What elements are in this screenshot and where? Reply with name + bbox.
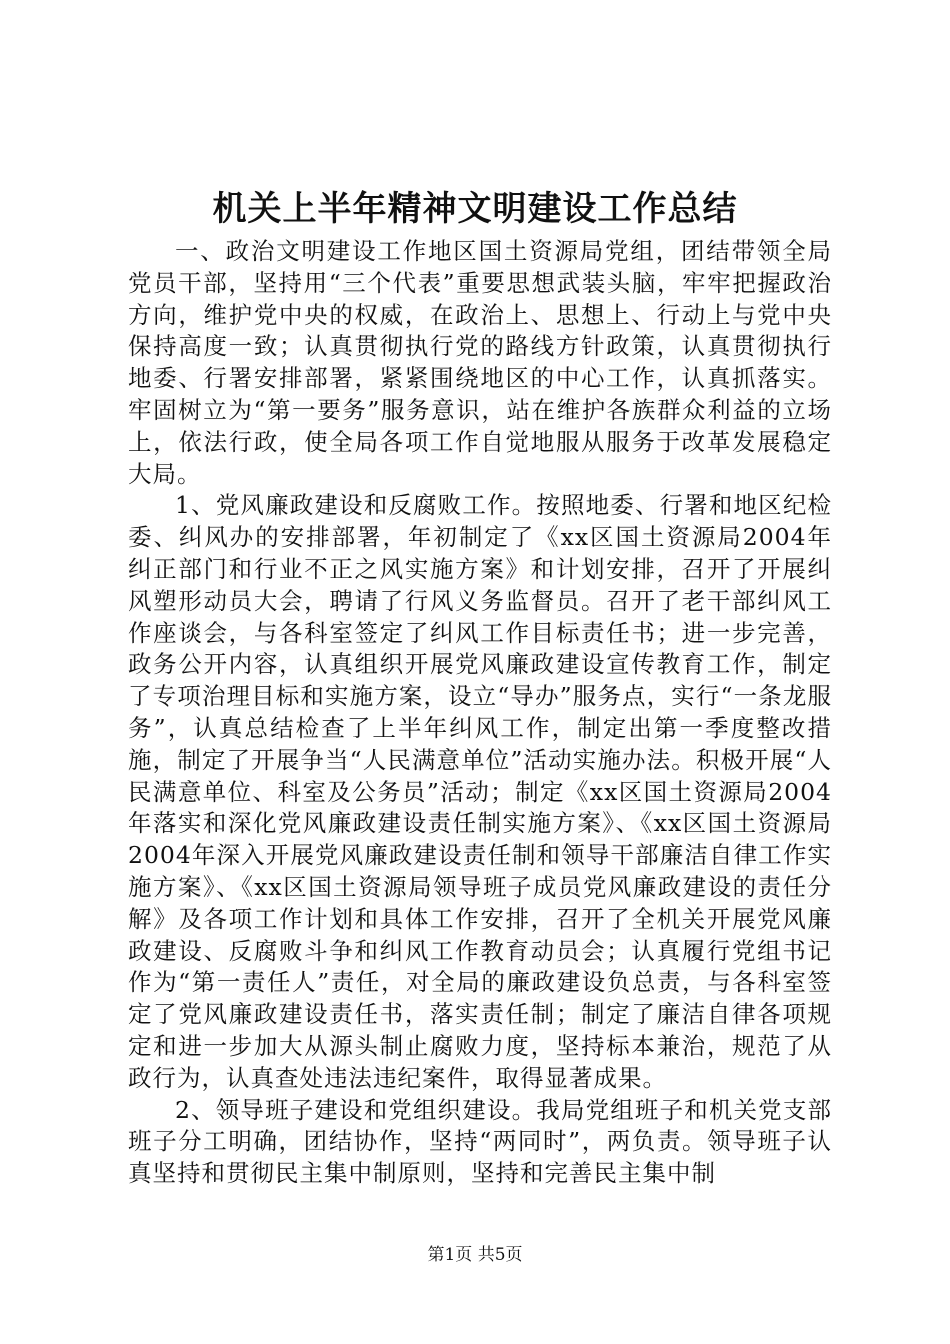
paragraph-leadership-building: 2、领导班子建设和党组织建设。我局党组班子和机关党支部班子分工明确，团结协作，坚持“两同时”，两负责。领导班子认真坚持和贯彻民主集中制原则，坚持和完善民主集中制 bbox=[128, 1095, 832, 1188]
document-title: 机关上半年精神文明建设工作总结 bbox=[212, 189, 738, 229]
document-body bbox=[128, 236, 832, 1190]
paragraph-political-civilization: 一、政治文明建设工作地区国土资源局党组，团结带领全局党员干部，坚持用“三个代表”重要思想武装头脑，牢牢把握政治方向，维护党中央的权威，在政治上、思想上、行动上与党中央保持高度一致；认真贯彻执行党的路线方针政策，认真贯彻执行地委、行署安排部署，紧紧围绕地区的中心工作，认真抓落实。牢固树立为“第一要务”服务意识，站在维护各族群众利益的立场上，依法行政，使全局各项工作自觉地服从服务于改革发展稳定大局。 bbox=[128, 237, 832, 488]
page-number-footer: 第1页 共5页 bbox=[427, 1245, 523, 1265]
paragraph-anti-corruption: 1、党风廉政建设和反腐败工作。按照地委、行署和地区纪检委、纠风办的安排部署，年初制定了《xx区国土资源局2004年纠正部门和行业不正之风实施方案》和计划安排，召开了开展纠风塑形动员大会，聘请了行风义务监督员。召开了老干部纠风工作座谈会，与各科室签定了纠风工作目标责任书；进一步完善，政务公开内容，认真组织开展党风廉政建设宣传教育工作，制定了专项治理目标和实施方案，设立“导办”服务点，实行“一条龙服务”，认真总结检查了上半年纠风工作，制定出第一季度整改措施，制定了开展争当“人民满意单位”活动实施办法。积极开展“人民满意单位、科室及公务员”活动；制定《xx区国土资源局2004年落实和深化党风廉政建设责任制实施方案》、《xx区国土资源局2004年深入开展党风廉政建设责任制和领导干部廉洁自律工作实施方案》、《xx区国土资源局领导班子成员党风廉政建设的责任分解》及各项工作计划和具体工作安排，召开了全机关开展党风廉政建设、反腐败斗争和纠风工作教育动员会；认真履行党组书记作为“第一责任人”责任，对全局的廉政建设负总责，与各科室签定了党风廉政建设责任书，落实责任制；制定了廉洁自律各项规定和进一步加大从源头制止腐败力度，坚持标本兼治，规范了从政行为，认真查处违法违纪案件，取得显著成果。 bbox=[128, 491, 832, 1092]
